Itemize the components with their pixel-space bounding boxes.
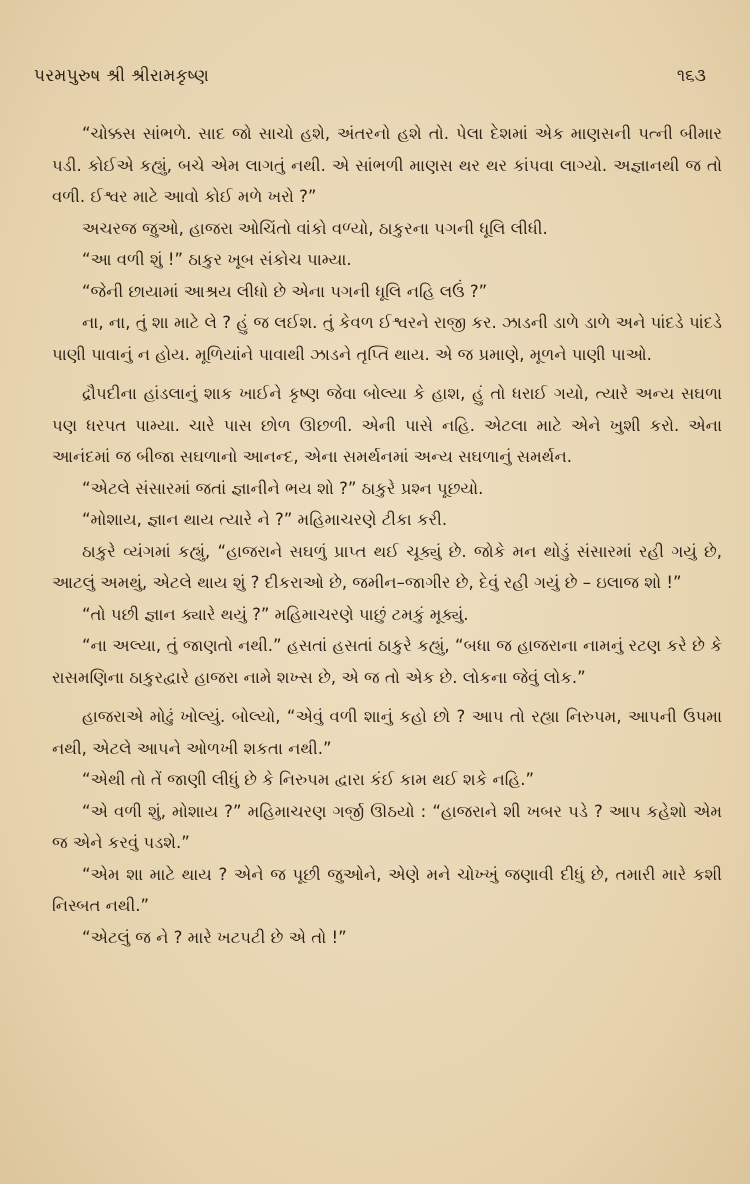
paragraph: “એમ શા માટે થાય ? એને જ પૂછી જુઓને, એણે મને ચોખ્ખું જણાવી દીધું છે, તમારી મારે કશી નિસ્બત નથી.”: [52, 864, 722, 915]
paragraph: અચરજ જુઓ, હાજરા ઓચિંતો વાંકો વળ્યો, ઠાકુરના પગની ધૂલિ લીધી.: [82, 218, 548, 238]
page-body: [52, 118, 722, 953]
paragraph: “જેની છાયામાં આશ્રય લીધો છે એના પગની ધૂલિ નહિ લઉં ?”: [82, 281, 488, 301]
paragraph: “એથી તો તેં જાણી લીધું છે કે નિરુપમ દ્વારા કંઈ કામ થઈ શકે નહિ.”: [82, 770, 535, 789]
paragraph: “તો પછી જ્ઞાન ક્યારે થયું ?” મહિમાચરણે પાછું ટમકું મૂક્યું.: [82, 604, 469, 624]
paragraph: હાજરાએ મોઢું ખોલ્યું. બોલ્યો, “એવું વળી શાનું કહો છો ? આપ તો રહ્યા નિરુપમ, આપની ઉપમા નથી, એટલે આપને ઓળખી શકતા નથી.”: [52, 707, 722, 758]
paragraph: ઠાકુરે વ્યંગમાં કહ્યું, “હાજરાને સઘળું પ્રાપ્ત થઈ ચૂક્યું છે. જોકે મન થોડું સંસારમાં રહી ગયું છે, આટલું અમથું, એટલે થાય શું ? દીકરાઓ છે, જમીન–જાગીર છે, દેવું રહી ગયું છે – ઇલાજ શો !”: [52, 541, 722, 592]
paragraph: “એટલે સંસારમાં જતાં જ્ઞાનીને ભય શો ?” ઠાકુરે પ્રશ્ન પૂછયો.: [82, 478, 484, 498]
paragraph: “આ વળી શું !” ઠાકુર ખૂબ સંકોચ પામ્યા.: [82, 250, 352, 269]
running-title: પરમપુરુષ શ્રી શ્રીરામકૃષ્ણ: [34, 66, 210, 86]
paragraph: “એટલું જ ને ? મારે ખટપટી છે એ તો !”: [82, 927, 347, 947]
page-number: ૧૬૩: [676, 66, 706, 86]
paragraph: “ના અલ્યા, તું જાણતો નથી.” હસતાં હસતાં ઠાકુરે કહ્યું, “બધા જ હાજરાના નામનું રટણ કરે છે કે રાસમણિના ઠાકુરદ્વારે હાજરા નામે શખ્સ છે, એ જ તો એક છે. લોકના જેવું લોક.”: [52, 636, 722, 687]
paragraph: “ચોક્કસ સાંભળે. સાદ જો સાચો હશે, અંતરનો હશે તો. પેલા દેશમાં એક માણસની પત્ની બીમાર પડી. કોઈએ કહ્યું, બચે એમ લાગતું નથી. એ સાંભળી માણસ થર થર કાંપવા લાગ્યો. અજ્ઞાનથી જ તો વળી. ઈશ્વર માટે આવો કોઈ મળે ખરો ?”: [52, 124, 722, 206]
paragraph: દ્રૌપદીના હાંડલાનું શાક ખાઈને કૃષ્ણ જેવા બોલ્યા કે હાશ, હું તો ધરાઈ ગયો, ત્યારે અન્ય સઘળા પણ ધરપત પામ્યા. ચારે પાસ છોળ ઊછળી. એની પાસે નહિ. એટલા માટે એને ખુશી કરો. એના આનંદમાં જ બીજા સઘળાનો આનન્દ, એના સમર્થનમાં અન્ય સઘળાનું સમર્થન.: [52, 384, 722, 466]
running-header: [34, 66, 706, 96]
paragraph: “એ વળી શું, મોશાય ?” મહિમાચરણ ગર્જી ઊઠયો : “હાજરાને શી ખબર પડે ? આપ કહેશો એમ જ એને કરવું પડશે.”: [52, 801, 722, 852]
paragraph: “મોશાય, જ્ઞાન થાય ત્યારે ને ?” મહિમાચરણે ટીકા કરી.: [82, 510, 448, 529]
paragraph: ના, ના, તું શા માટે લે ? હું જ લઈશ. તું કેવળ ઈશ્વરને રાજી કર. ઝાડની ડાળે ડાળે અને પાંદડે પાંદડે પાણી પાવાનું ન હોય. મૂળિયાંને પાવાથી ઝાડને તૃપ્તિ થાય. એ જ પ્રમાણે, મૂળને પાણી પાઓ.: [52, 313, 722, 364]
